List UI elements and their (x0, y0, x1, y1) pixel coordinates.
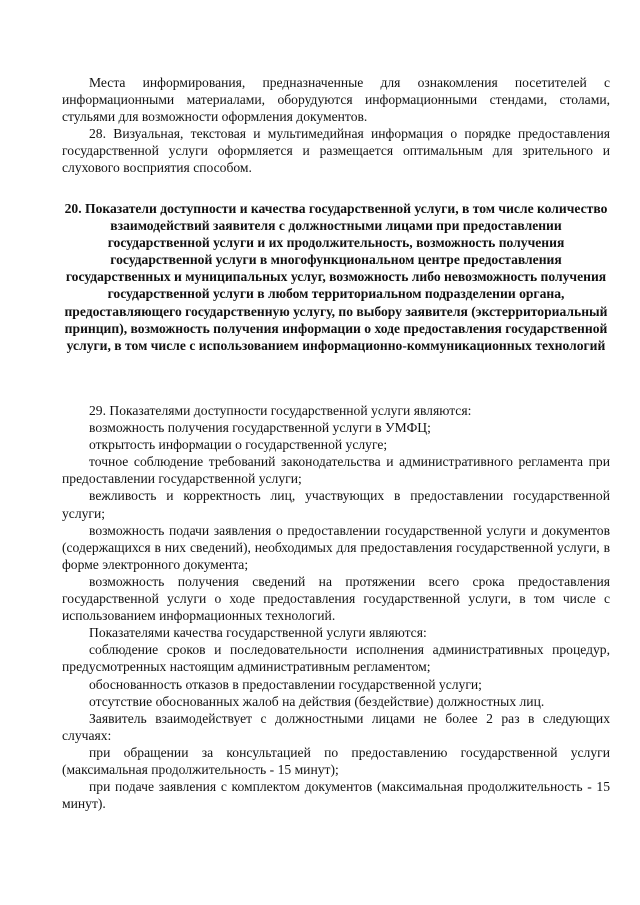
interaction-count-paragraph: Заявитель взаимодействует с должностными лицами не более 2 раз в следующих случаях: (62, 710, 610, 743)
section-heading-20 (62, 200, 610, 354)
paragraph-info-places: Места информирования, предназначенные для ознакомления посетителей с информационными материалами, оборудуются информационными стендами, столами, стульями для возможности оформления документов. (62, 75, 610, 125)
quality-indicators-intro: Показателями качества государственной услуги являются: (89, 625, 427, 641)
list-item: возможность получения государственной услуги в УМФЦ; (89, 420, 431, 436)
paragraph-28: 28. Визуальная, текстовая и мультимедийная информация о порядке предоставления государственной услуги оформляется и размещается оптимальным для зрительного и слухового восприятия способом. (62, 126, 610, 176)
list-item: возможность подачи заявления о предоставлении государственной услуги и документов (содержащихся в них сведений), необходимых для предоставления государственной услуги, в форме электронного документа; (62, 522, 610, 572)
intro-section (62, 74, 610, 177)
indicators-section (62, 402, 610, 812)
list-item: соблюдение сроков и последовательности исполнения административных процедур, предусмотренных настоящим административным регламентом; (62, 642, 610, 675)
list-item: при обращении за консультацией по предоставлению государственной услуги (максимальная продолжительность - 15 минут); (62, 744, 610, 777)
list-item: точное соблюдение требований законодательства и административного регламента при предоставлении государственной услуги; (62, 454, 610, 487)
list-item: при подаче заявления с комплектом документов (максимальная продолжительность - 15 минут). (62, 779, 610, 812)
list-item: обоснованность отказов в предоставлении государственной услуги; (89, 676, 482, 692)
paragraph-29: 29. Показателями доступности государственной услуги являются: (89, 403, 472, 418)
list-item: вежливость и корректность лиц, участвующих в предоставлении государственной услуги; (62, 488, 610, 521)
heading-text: 20. Показатели доступности и качества государственной услуги, в том числе количество взаимодействий заявителя с должностными лицами при предоставлении государственной услуги и их продолжительность, возможность получения государственной услуги в многофункциональном центре предоставления государственных и муниципальных услуг, возможность либо невозможность получения государственной услуги в любом территориальном подразделении органа, предоставляющего государственную услугу, по выбору заявителя (экстерриториальный принцип), возможность получения информации о ходе предоставления государственной услуги, в том числе с использованием информационно-коммуникационных технологий (64, 201, 608, 353)
list-item: возможность получения сведений на протяжении всего срока предоставления государственной услуги о ходе предоставления государственной услуги, в том числе с использованием информационных технологий. (62, 573, 610, 624)
list-item: открытость информации о государственной услуге; (89, 437, 388, 453)
list-item: отсутствие обоснованных жалоб на действия (бездействие) должностных лиц. (89, 693, 545, 709)
